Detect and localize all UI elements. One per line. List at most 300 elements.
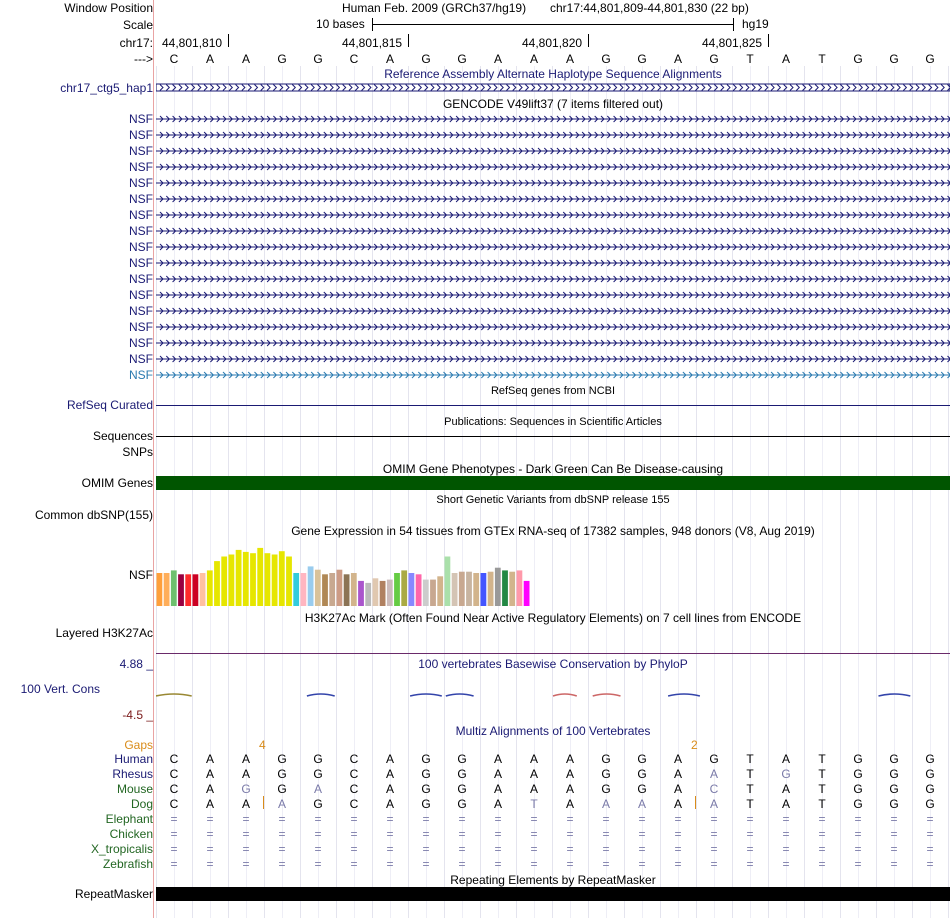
alignment-base: G bbox=[241, 782, 251, 796]
gtex-tissue-bar[interactable] bbox=[164, 573, 170, 606]
tick-label: 44,801,825 bbox=[702, 36, 763, 50]
label-separator bbox=[153, 0, 154, 918]
species-label[interactable]: Mouse bbox=[116, 782, 153, 796]
reference-base: G bbox=[925, 52, 935, 66]
scale-label: Scale bbox=[122, 18, 153, 32]
alignment-base: = bbox=[710, 857, 718, 871]
alignment-base: = bbox=[566, 812, 574, 826]
alignment-base: = bbox=[206, 812, 214, 826]
gtex-title[interactable]: Gene Expression in 54 tissues from GTEx RNA-seq of 17382 samples, 948 donors (V8, Aug 2019) bbox=[291, 524, 815, 538]
gtex-tissue-bar[interactable] bbox=[502, 570, 508, 606]
tick-label: 44,801,815 bbox=[342, 36, 403, 50]
alignment-base: A bbox=[241, 797, 250, 811]
alignment-base: T bbox=[818, 782, 826, 796]
reference-base: T bbox=[818, 52, 826, 66]
gencode-item-label[interactable]: NSF bbox=[129, 336, 153, 350]
gtex-tissue-bar[interactable] bbox=[193, 574, 199, 606]
alignment-base: = bbox=[674, 812, 682, 826]
multiz-title[interactable]: Multiz Alignments of 100 Vertebrates bbox=[455, 724, 651, 738]
gencode-transcript[interactable] bbox=[156, 258, 950, 268]
gtex-tissue-bar[interactable] bbox=[445, 557, 451, 607]
gtex-tissue-bar[interactable] bbox=[279, 551, 285, 606]
gtex-tissue-bar[interactable] bbox=[394, 573, 400, 606]
alignment-base: = bbox=[710, 827, 718, 841]
alignment-base: C bbox=[349, 752, 359, 766]
insertion-mark bbox=[263, 796, 264, 809]
alignment-base: A bbox=[709, 797, 718, 811]
alignment-base: A bbox=[385, 782, 394, 796]
gencode-transcript[interactable] bbox=[156, 290, 950, 300]
alignment-base: A bbox=[601, 797, 610, 811]
gtex-tissue-bar[interactable] bbox=[509, 572, 515, 606]
alignment-base: = bbox=[278, 842, 286, 856]
alignment-base: A bbox=[385, 797, 394, 811]
alignment-base: = bbox=[350, 827, 358, 841]
gtex-tissue-bar[interactable] bbox=[495, 568, 501, 606]
alignment-base: = bbox=[242, 812, 250, 826]
gtex-tissue-bar[interactable] bbox=[409, 573, 415, 606]
omim-label[interactable]: OMIM Genes bbox=[81, 476, 153, 490]
alignment-base: = bbox=[314, 857, 322, 871]
gtex-bar-chart[interactable] bbox=[156, 540, 536, 606]
gtex-tissue-bar[interactable] bbox=[481, 573, 487, 606]
gencode-transcript[interactable] bbox=[156, 274, 950, 284]
alignment-base: = bbox=[170, 827, 178, 841]
alignment-base: = bbox=[746, 812, 754, 826]
alignment-base: = bbox=[242, 827, 250, 841]
alignment-base: A bbox=[637, 797, 646, 811]
alignment-base: = bbox=[854, 857, 862, 871]
alignment-base: G bbox=[853, 752, 863, 766]
alignment-base: G bbox=[709, 752, 719, 766]
repeatmasker-label[interactable]: RepeatMasker bbox=[74, 887, 153, 901]
gtex-tissue-bar[interactable] bbox=[315, 570, 321, 606]
gencode-transcript[interactable] bbox=[156, 130, 950, 140]
gencode-item-label[interactable]: NSF bbox=[129, 192, 153, 206]
reference-base: A bbox=[565, 52, 574, 66]
gencode-transcript[interactable] bbox=[156, 338, 950, 348]
alignment-base: = bbox=[422, 827, 430, 841]
alignment-base: = bbox=[602, 827, 610, 841]
alignment-base: G bbox=[889, 767, 899, 781]
alignment-base: G bbox=[925, 752, 935, 766]
alignment-base: = bbox=[350, 842, 358, 856]
gtex-tissue-bar[interactable] bbox=[329, 573, 335, 606]
alignment-base: G bbox=[925, 767, 935, 781]
alignment-base: G bbox=[277, 752, 287, 766]
reference-base: A bbox=[205, 52, 214, 66]
alignment-base: T bbox=[818, 767, 826, 781]
alignment-base: = bbox=[314, 827, 322, 841]
species-label[interactable]: Zebrafish bbox=[102, 857, 153, 871]
gtex-tissue-bar[interactable] bbox=[365, 583, 371, 606]
alignment-base: = bbox=[170, 842, 178, 856]
alt-haplotype-label[interactable]: chr17_ctg5_hap1 bbox=[60, 81, 153, 95]
gtex-tissue-bar[interactable] bbox=[488, 572, 494, 606]
reference-base: A bbox=[529, 52, 538, 66]
gencode-item-label[interactable]: NSF bbox=[129, 224, 153, 238]
alignment-base: = bbox=[782, 842, 790, 856]
phylop-mark[interactable] bbox=[553, 694, 577, 696]
dbsnp-title[interactable]: Short Genetic Variants from dbSNP release 155 bbox=[436, 494, 670, 506]
alignment-base: T bbox=[530, 797, 538, 811]
gencode-item-label[interactable]: NSF bbox=[129, 176, 153, 190]
repeatmasker-feature[interactable] bbox=[156, 887, 950, 901]
alignment-base: = bbox=[278, 812, 286, 826]
alignment-base: G bbox=[637, 782, 647, 796]
gtex-tissue-bar[interactable] bbox=[272, 555, 278, 607]
alignment-base: C bbox=[349, 767, 359, 781]
alignment-base: A bbox=[781, 797, 790, 811]
sequences-label[interactable]: Sequences bbox=[92, 429, 153, 443]
alignment-base: = bbox=[638, 857, 646, 871]
alignment-base: = bbox=[854, 812, 862, 826]
phylop-mark[interactable] bbox=[307, 694, 335, 696]
alignment-base: C bbox=[169, 752, 179, 766]
reference-base: G bbox=[853, 52, 863, 66]
alignment-base: = bbox=[530, 842, 538, 856]
alignment-base: = bbox=[422, 842, 430, 856]
alignment-base: = bbox=[530, 857, 538, 871]
gencode-transcript[interactable] bbox=[156, 146, 950, 156]
alignment-base: T bbox=[746, 752, 754, 766]
phylop-min: -4.5 _ bbox=[122, 708, 153, 722]
window-position-label: Window Position bbox=[64, 1, 153, 15]
dbsnp-label[interactable]: Common dbSNP(155) bbox=[34, 508, 153, 522]
alignment-base: A bbox=[493, 797, 502, 811]
gtex-tissue-bar[interactable] bbox=[517, 570, 523, 606]
gencode-transcript[interactable] bbox=[156, 306, 950, 316]
gencode-transcript[interactable] bbox=[156, 162, 950, 172]
gtex-tissue-bar[interactable] bbox=[473, 573, 479, 606]
gtex-tissue-bar[interactable] bbox=[178, 574, 184, 606]
alignment-base: = bbox=[494, 827, 502, 841]
alignment-base: T bbox=[818, 797, 826, 811]
reference-base: G bbox=[709, 52, 719, 66]
gtex-tissue-bar[interactable] bbox=[437, 576, 443, 606]
gencode-transcript[interactable] bbox=[156, 194, 950, 204]
gtex-tissue-bar[interactable] bbox=[301, 573, 307, 606]
gencode-item-label[interactable]: NSF bbox=[129, 320, 153, 334]
alignment-base: = bbox=[350, 812, 358, 826]
alignment-base: C bbox=[349, 797, 359, 811]
species-label[interactable]: Human bbox=[114, 752, 153, 766]
gencode-item-label[interactable]: NSF bbox=[129, 304, 153, 318]
alignment-base: = bbox=[494, 812, 502, 826]
gencode-item-label[interactable]: NSF bbox=[129, 160, 153, 174]
alignment-base: G bbox=[889, 782, 899, 796]
alignment-base: G bbox=[601, 782, 611, 796]
alignment-base: T bbox=[746, 797, 754, 811]
gencode-item-label[interactable]: NSF bbox=[129, 128, 153, 142]
gtex-tissue-bar[interactable] bbox=[243, 552, 249, 606]
phylop-mark[interactable] bbox=[879, 694, 911, 696]
gencode-item-label[interactable]: NSF bbox=[129, 240, 153, 254]
species-label[interactable]: Dog bbox=[130, 797, 153, 811]
alignment-base: = bbox=[458, 812, 466, 826]
species-label[interactable]: Elephant bbox=[105, 812, 153, 826]
gtex-tissue-bar[interactable] bbox=[171, 570, 177, 606]
alignment-base: = bbox=[674, 842, 682, 856]
scale-text: 10 bases bbox=[316, 17, 365, 31]
gtex-tissue-bar[interactable] bbox=[459, 572, 465, 606]
alignment-base: = bbox=[566, 842, 574, 856]
gtex-tissue-bar[interactable] bbox=[452, 573, 458, 606]
gencode-item-label[interactable]: NSF bbox=[129, 208, 153, 222]
reference-base: A bbox=[493, 52, 502, 66]
alignment-base: = bbox=[638, 812, 646, 826]
gtex-label[interactable]: NSF bbox=[129, 568, 153, 582]
omim-feature[interactable] bbox=[156, 476, 950, 490]
gtex-tissue-bar[interactable] bbox=[416, 574, 422, 606]
alignment-base: = bbox=[278, 827, 286, 841]
alignment-base: A bbox=[385, 767, 394, 781]
gap-count-a: 4 bbox=[259, 738, 266, 752]
publications-title[interactable]: Publications: Sequences in Scientific Articles bbox=[444, 416, 662, 428]
alignment-base: = bbox=[818, 842, 826, 856]
alignment-base: A bbox=[205, 767, 214, 781]
alignment-base: = bbox=[746, 857, 754, 871]
alignment-base: = bbox=[854, 827, 862, 841]
species-label[interactable]: Rhesus bbox=[112, 767, 153, 781]
gencode-transcript[interactable] bbox=[156, 178, 950, 188]
gtex-tissue-bar[interactable] bbox=[157, 573, 163, 606]
alignment-base: = bbox=[422, 812, 430, 826]
alignment-base: = bbox=[854, 842, 862, 856]
alignment-base: = bbox=[386, 812, 394, 826]
gencode-item-label[interactable]: NSF bbox=[129, 144, 153, 158]
gencode-transcript[interactable] bbox=[156, 210, 950, 220]
alignment-base: = bbox=[170, 812, 178, 826]
gtex-tissue-bar[interactable] bbox=[387, 580, 393, 606]
alignment-base: = bbox=[314, 842, 322, 856]
alignment-base: = bbox=[926, 842, 934, 856]
alignment-base: G bbox=[457, 782, 467, 796]
alignment-base: = bbox=[530, 827, 538, 841]
reference-base: C bbox=[349, 52, 359, 66]
alignment-base: = bbox=[926, 812, 934, 826]
alignment-base: C bbox=[169, 767, 179, 781]
gencode-transcript[interactable] bbox=[156, 370, 950, 380]
gencode-transcript[interactable] bbox=[156, 114, 950, 124]
gtex-tissue-bar[interactable] bbox=[286, 557, 292, 607]
alignment-base: G bbox=[637, 767, 647, 781]
publications-feature[interactable] bbox=[156, 436, 950, 437]
phylop-label[interactable]: 100 Vert. Cons bbox=[20, 682, 100, 696]
alignment-base: A bbox=[493, 767, 502, 781]
gencode-item-label[interactable]: NSF bbox=[129, 112, 153, 126]
omim-title[interactable]: OMIM Gene Phenotypes - Dark Green Can Be Disease-causing bbox=[382, 462, 724, 476]
phylop-mark[interactable] bbox=[446, 694, 474, 696]
gtex-tissue-bar[interactable] bbox=[423, 580, 429, 606]
alignment-base: = bbox=[458, 827, 466, 841]
gtex-tissue-bar[interactable] bbox=[380, 581, 386, 606]
alignment-base: = bbox=[386, 827, 394, 841]
gtex-tissue-bar[interactable] bbox=[214, 561, 220, 606]
refseq-title[interactable]: RefSeq genes from NCBI bbox=[490, 385, 616, 397]
alignment-base: G bbox=[421, 797, 431, 811]
h3k27ac-title[interactable]: H3K27Ac Mark (Often Found Near Active Regulatory Elements) on 7 cell lines from ENCODE bbox=[304, 611, 802, 625]
reference-base: G bbox=[637, 52, 647, 66]
alignment-base: = bbox=[926, 827, 934, 841]
species-label[interactable]: X_tropicalis bbox=[90, 842, 153, 856]
reference-base: G bbox=[277, 52, 287, 66]
alignment-base: A bbox=[241, 752, 250, 766]
alignment-base: G bbox=[925, 782, 935, 796]
gencode-item-label[interactable]: NSF bbox=[129, 368, 153, 382]
h3k27ac-baseline bbox=[156, 653, 950, 654]
alignment-base: T bbox=[818, 752, 826, 766]
tick-label: 44,801,820 bbox=[522, 36, 583, 50]
gtex-tissue-bar[interactable] bbox=[250, 553, 256, 606]
alignment-base: A bbox=[565, 767, 574, 781]
reference-base: T bbox=[746, 52, 754, 66]
gap-count-b: 2 bbox=[691, 738, 698, 752]
alignment-base: = bbox=[674, 857, 682, 871]
assembly-title: Human Feb. 2009 (GRCh37/hg19) bbox=[342, 1, 527, 15]
gtex-tissue-bar[interactable] bbox=[221, 557, 227, 607]
alignment-base: A bbox=[673, 767, 682, 781]
alignment-base: = bbox=[674, 827, 682, 841]
refseq-feature[interactable] bbox=[156, 405, 950, 406]
gtex-tissue-bar[interactable] bbox=[337, 570, 343, 606]
gtex-tissue-bar[interactable] bbox=[322, 574, 328, 606]
reference-base: A bbox=[673, 52, 682, 66]
alignment-base: = bbox=[782, 812, 790, 826]
alignment-base: G bbox=[277, 767, 287, 781]
reference-base: G bbox=[601, 52, 611, 66]
alignment-base: = bbox=[206, 842, 214, 856]
alignment-base: A bbox=[565, 797, 574, 811]
gtex-tissue-bar[interactable] bbox=[200, 573, 206, 606]
alignment-base: = bbox=[638, 842, 646, 856]
gencode-transcript[interactable] bbox=[156, 242, 950, 252]
gtex-tissue-bar[interactable] bbox=[358, 581, 364, 606]
gtex-tissue-bar[interactable] bbox=[229, 555, 235, 607]
gencode-item-label[interactable]: NSF bbox=[129, 256, 153, 270]
tick-label: 44,801,810 bbox=[162, 36, 223, 50]
gencode-title[interactable]: GENCODE V49lift37 (7 items filtered out) bbox=[442, 97, 664, 111]
alignment-base: A bbox=[781, 752, 790, 766]
insertion-mark bbox=[695, 796, 696, 809]
alignment-base: G bbox=[853, 797, 863, 811]
alignment-base: = bbox=[890, 842, 898, 856]
gtex-tissue-bar[interactable] bbox=[185, 574, 191, 606]
alignment-base: G bbox=[853, 767, 863, 781]
alignment-base: = bbox=[350, 857, 358, 871]
alignment-base: A bbox=[241, 767, 250, 781]
alignment-base: G bbox=[457, 767, 467, 781]
gtex-tissue-bar[interactable] bbox=[373, 578, 379, 606]
gtex-tissue-bar[interactable] bbox=[207, 570, 213, 606]
alignment-base: A bbox=[529, 752, 538, 766]
alignment-base: A bbox=[205, 782, 214, 796]
alignment-base: G bbox=[313, 752, 323, 766]
gtex-tissue-bar[interactable] bbox=[524, 581, 530, 606]
gtex-tissue-bar[interactable] bbox=[466, 572, 472, 606]
scale-bar bbox=[372, 24, 734, 25]
repeatmasker-title[interactable]: Repeating Elements by RepeatMasker bbox=[450, 873, 656, 887]
alignment-base: = bbox=[278, 857, 286, 871]
gtex-tissue-bar[interactable] bbox=[430, 580, 436, 606]
alignment-base: A bbox=[205, 752, 214, 766]
gtex-tissue-bar[interactable] bbox=[265, 553, 271, 606]
phylop-mark[interactable] bbox=[156, 694, 192, 696]
alignment-base: A bbox=[493, 782, 502, 796]
alignment-base: G bbox=[421, 782, 431, 796]
alignment-base: G bbox=[925, 797, 935, 811]
alignment-base: = bbox=[386, 857, 394, 871]
gencode-transcript[interactable] bbox=[156, 226, 950, 236]
alignment-base: G bbox=[457, 797, 467, 811]
snps-label[interactable]: SNPs bbox=[122, 445, 153, 459]
assembly-short: hg19 bbox=[742, 17, 769, 31]
gencode-item-label[interactable]: NSF bbox=[129, 288, 153, 302]
tick-mark bbox=[228, 34, 229, 47]
chrom-label: chr17: bbox=[119, 36, 153, 50]
gtex-tissue-bar[interactable] bbox=[257, 548, 263, 606]
gencode-item-label[interactable]: NSF bbox=[129, 352, 153, 366]
alignment-base: A bbox=[565, 752, 574, 766]
alignment-base: = bbox=[494, 842, 502, 856]
gtex-tissue-bar[interactable] bbox=[344, 574, 350, 606]
gtex-tissue-bar[interactable] bbox=[308, 566, 314, 606]
alignment-base: G bbox=[421, 752, 431, 766]
reference-base: A bbox=[241, 52, 250, 66]
phylop-mark[interactable] bbox=[410, 694, 442, 696]
alignment-base: A bbox=[277, 797, 286, 811]
refseq-label[interactable]: RefSeq Curated bbox=[66, 398, 153, 412]
gtex-tissue-bar[interactable] bbox=[401, 570, 407, 606]
gtex-tissue-bar[interactable] bbox=[236, 550, 242, 606]
reference-base: C bbox=[169, 52, 179, 66]
alignment-base: A bbox=[781, 782, 790, 796]
alignment-base: = bbox=[602, 842, 610, 856]
gtex-tissue-bar[interactable] bbox=[293, 573, 299, 606]
gencode-transcript[interactable] bbox=[156, 354, 950, 364]
strand-arrow-label: ---> bbox=[134, 52, 153, 66]
phylop-mark[interactable] bbox=[593, 694, 621, 696]
alignment-base: = bbox=[602, 812, 610, 826]
phylop-signal[interactable] bbox=[156, 690, 950, 700]
phylop-title[interactable]: 100 vertebrates Basewise Conservation by PhyloP bbox=[418, 657, 688, 671]
gencode-item-label[interactable]: NSF bbox=[129, 272, 153, 286]
tick-mark bbox=[588, 34, 589, 47]
species-label[interactable]: Chicken bbox=[109, 827, 153, 841]
alignment-base: G bbox=[637, 752, 647, 766]
alignment-base: G bbox=[421, 767, 431, 781]
reference-base: A bbox=[781, 52, 790, 66]
alignment-base: G bbox=[313, 797, 323, 811]
alignment-base: A bbox=[709, 767, 718, 781]
h3k27ac-label[interactable]: Layered H3K27Ac bbox=[55, 626, 153, 640]
alignment-base: A bbox=[673, 752, 682, 766]
phylop-mark[interactable] bbox=[668, 694, 700, 696]
alignment-base: A bbox=[313, 782, 322, 796]
alignment-base: = bbox=[566, 857, 574, 871]
alignment-base: C bbox=[169, 782, 179, 796]
alignment-base: = bbox=[314, 812, 322, 826]
alignment-base: = bbox=[458, 842, 466, 856]
alt-haplotype-feature[interactable] bbox=[156, 83, 950, 93]
gtex-tissue-bar[interactable] bbox=[351, 573, 357, 606]
alignment-base: = bbox=[566, 827, 574, 841]
alignment-base: G bbox=[853, 782, 863, 796]
gencode-transcript[interactable] bbox=[156, 322, 950, 332]
alt-haplotype-title[interactable]: Reference Assembly Alternate Haplotype Sequence Alignments bbox=[384, 67, 722, 81]
alignment-base: = bbox=[782, 827, 790, 841]
alignment-base: A bbox=[529, 782, 538, 796]
